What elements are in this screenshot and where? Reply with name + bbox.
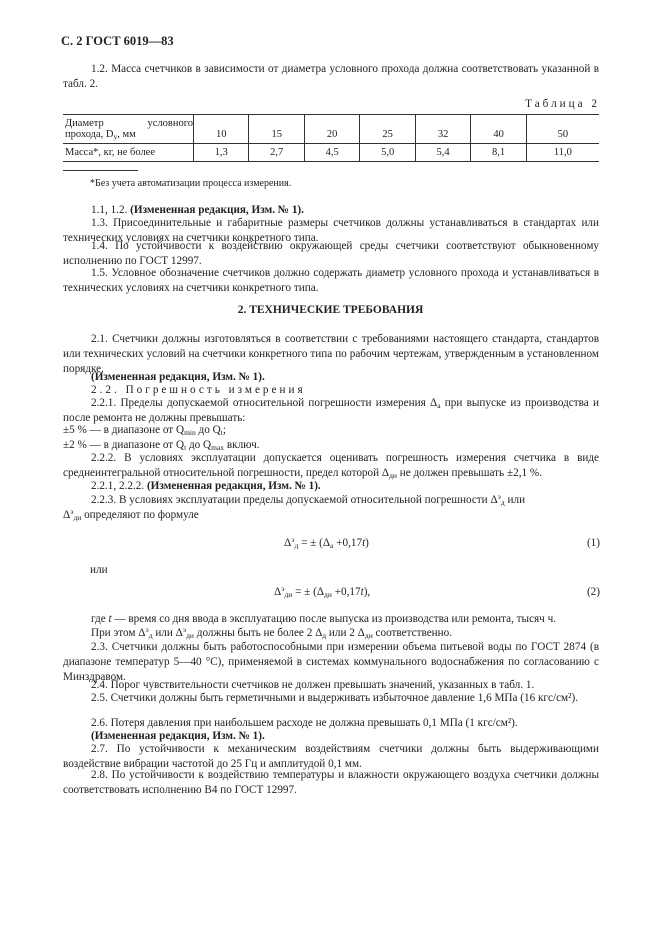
para-2-1: 2.1. Счетчики должны изготовляться в соответствии с требованиями настоящего стандарта, стандартов или технических условий на счетчики конкретного типа по рабочим чертежам, утвержденным в установленном порядке.	[63, 333, 599, 375]
para-2-7: 2.7. По устойчивости к механическим воздействиям счетчики должны быть выдерживающими воздействие вибрации частотой до 25 Гц и амплитудой 0,1 мм.	[63, 743, 599, 770]
formula-2-number: (2)	[586, 586, 600, 598]
page-header: С. 2 ГОСТ 6019—83	[61, 34, 174, 48]
para-2-2-2: 2.2.2. В условиях эксплуатации допускается оценивать погрешность измерения счетчика в виде среднеинтегральной относительной погрешности, предел которой $\Delta_{ди}$ не должен превышать ±2,1 %.	[63, 452, 599, 480]
table-row-label: Масса*, кг, не более	[63, 144, 194, 162]
range-2: ±2 % — в диапазоне от $Q_t$ до $Q_{max}$ включ.	[63, 439, 260, 452]
para-2-2-1: 2.2.1. Пределы допускаемой относительной погрешности измерения $\Delta_а$ при выпуске из производства и после ремонта не должны превышать:	[63, 397, 599, 424]
para-2-3: 2.3. Счетчики должны быть работоспособными при измерении объема питьевой воды по ГОСТ 2874 (в диапазоне температур 5—40 °С), применяемой в системах коммунального водоснабжения по согласованию с Минздравом.	[63, 641, 599, 683]
diameter-cell: 10	[194, 115, 249, 144]
edition-note-4: (Измененная редакция, Изм. № 1).	[91, 730, 265, 742]
para-1-4: 1.4. По устойчивости к воздействию окружающей среды счетчики соответствуют обыкновенному исполнению по ГОСТ 12997.	[63, 240, 599, 267]
range-1: ±5 % — в диапазоне от $Q_{min}$ до $Q_t$;	[63, 424, 226, 437]
diameter-cell: 20	[304, 115, 359, 144]
formula-1: $\Delta^э_д$ = ± $(\Delta_а +0,17t)$	[284, 535, 369, 550]
formula-1-number: (1)	[586, 537, 600, 549]
para-2-2: 2.2. Погрешность измерения	[91, 384, 306, 396]
also-text: При этом $\Delta^э_д$ или $\Delta^э_{ди}$ должны быть не более 2 $\Delta_д$ или 2 $\Delta_{ди}$ соответственно.	[91, 625, 453, 640]
para-2-4: 2.4. Порог чувствительности счетчиков не должен превышать значений, указанных в табл. 1.	[91, 679, 535, 691]
diameter-cell: 15	[249, 115, 304, 144]
or-text: или	[90, 564, 108, 576]
para-2-6: 2.6. Потеря давления при наибольшем расходе не должна превышать 0,1 МПа (1 кгс/см²).	[91, 717, 518, 729]
where-text: где t — время со дня ввода в эксплуатацию после выпуска из производства или ремонта, тысяч ч.	[91, 613, 557, 625]
edition-note-1: 1.1, 1.2. (Измененная редакция, Изм. № 1).	[91, 204, 304, 216]
para-1-5: 1.5. Условное обозначение счетчиков должно содержать диаметр условного прохода и устанавливаться в технических условиях на счетчики конкретного типа.	[63, 267, 599, 294]
footnote-rule	[63, 170, 138, 171]
section-title: 2. ТЕХНИЧЕСКИЕ ТРЕБОВАНИЯ	[237, 304, 424, 316]
para-2-2-3-cont: $\Delta^э_{ди}$ определяют по формуле	[63, 507, 199, 522]
diameter-cell: 32	[415, 115, 470, 144]
table-2	[63, 114, 599, 162]
formula-2: $\Delta^э_{ди}$ = ± $(\Delta_{ди} +0,17t)$,	[274, 584, 371, 599]
table-caption: Таблица 2	[525, 98, 600, 110]
para-2-8: 2.8. По устойчивости к воздействию температуры и влажности окружающего воздуха счетчики должны соответствовать исполнению В4 по ГОСТ 12997.	[63, 769, 599, 796]
diameter-cell: 25	[360, 115, 415, 144]
para-1-2: 1.2. Масса счетчиков в зависимости от диаметра условного прохода должна соответствовать указанной в табл. 2.	[63, 63, 599, 90]
para-2-5: 2.5. Счетчики должны быть герметичными и выдерживать избыточное давление 1,6 МПа (16 кгс/см²).	[91, 692, 578, 704]
mass-cell: 1,3	[194, 144, 249, 162]
table-header-diameter: Диаметр условного прохода, $D_у$, мм	[63, 115, 194, 144]
mass-cell: 8,1	[471, 144, 526, 162]
mass-cell: 11,0	[526, 144, 599, 162]
mass-cell: 4,5	[304, 144, 359, 162]
mass-cell: 5,4	[415, 144, 470, 162]
para-2-2-3: 2.2.3. В условиях эксплуатации пределы допускаемой относительной погрешности $\Delta^э_д$ или	[91, 492, 526, 507]
diameter-cell: 40	[471, 115, 526, 144]
mass-cell: 2,7	[249, 144, 304, 162]
footnote: *Без учета автоматизации процесса измерения.	[90, 178, 292, 189]
edition-note-3: 2.2.1, 2.2.2. (Измененная редакция, Изм. № 1).	[91, 480, 321, 492]
mass-cell: 5,0	[360, 144, 415, 162]
diameter-cell: 50	[526, 115, 599, 144]
edition-note-2: (Измененная редакция, Изм. № 1).	[91, 371, 265, 383]
para-1-3: 1.3. Присоединительные и габаритные размеры счетчиков должны устанавливаться в стандартах или технических условиях на счетчики конкретного типа.	[63, 217, 599, 244]
